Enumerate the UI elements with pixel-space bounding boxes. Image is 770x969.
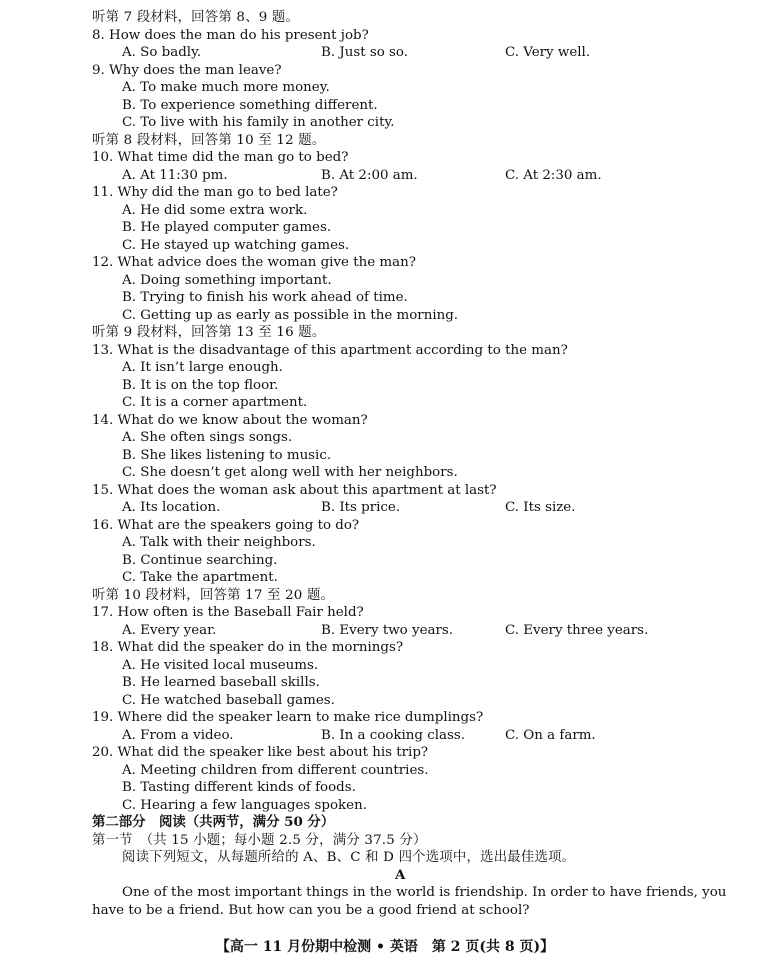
option-line (0, 674, 770, 692)
question-line (0, 62, 770, 80)
option-text: B. He learned baseball skills. (122, 675, 320, 690)
option-text: A. Talk with their neighbors. (122, 535, 316, 550)
option-line (0, 307, 770, 325)
question-line (0, 639, 770, 657)
question-line (0, 517, 770, 535)
section-line (0, 9, 770, 27)
option-text: B. Every two years. (321, 622, 454, 638)
option-text: C. She doesn’t get along well with her neighbors. (122, 465, 458, 480)
question-text: 13. What is the disadvantage of this apartment according to the man? (92, 342, 568, 358)
options-row (0, 622, 770, 640)
question-text: 8. How does the man do his present job? (92, 27, 369, 43)
option-line (0, 429, 770, 447)
question-text: 18. What did the speaker do in the mornings? (92, 640, 404, 655)
option-text: A. He did some extra work. (122, 202, 308, 218)
section-text: 第一节 （共 15 小题；每小题 2.5 分，满分 37.5 分） (92, 832, 427, 848)
question-text: 15. What does the woman ask about this apartment at last? (92, 482, 497, 498)
option-text: A. So badly. (122, 45, 202, 60)
option-text: B. Just so so. (321, 45, 408, 60)
option-text: B. Its price. (321, 500, 401, 515)
question-line (0, 709, 770, 727)
option-line (0, 394, 770, 412)
option-line (0, 202, 770, 220)
passage-title-text: A (395, 866, 406, 883)
para-text: have to be a friend. But how can you be a good friend at school? (92, 902, 530, 918)
part-line (0, 814, 770, 832)
option-line (0, 552, 770, 570)
option-text: A. She often sings songs. (122, 430, 293, 445)
option-text: B. She likes listening to music. (122, 447, 332, 463)
para-first-text: One of the most important things in the world is friendship. In order to have friends, you (122, 885, 727, 900)
option-line (0, 779, 770, 797)
option-text: A. Its location. (122, 500, 221, 515)
instruction-text: 阅读下列短文，从每题所给的 A、B、C 和 D 四个选项中，选出最佳选项。 (122, 850, 576, 865)
option-line (0, 762, 770, 780)
page-footer: 【高一 11 月份期中检测 • 英语 第 2 页(共 8 页)】 (215, 939, 555, 955)
option-line (0, 114, 770, 132)
option-line (0, 464, 770, 482)
question-text: 19. Where did the speaker learn to make rice dumplings? (92, 710, 484, 725)
part-text: 第二部分 阅读（共两节，满分 50 分） (92, 814, 335, 830)
option-line (0, 219, 770, 237)
question-line (0, 482, 770, 500)
question-line (0, 149, 770, 167)
question-line (0, 254, 770, 272)
section-text: 听第 9 段材料，回答第 13 至 16 题。 (92, 325, 326, 340)
question-line (0, 342, 770, 360)
option-text: C. Very well. (505, 45, 591, 60)
question-text: 12. What advice does the woman give the man? (92, 255, 416, 270)
option-text: C. To live with his family in another city. (122, 115, 395, 130)
para-first-line (0, 884, 770, 902)
option-text: C. He stayed up watching games. (122, 237, 350, 253)
option-text: A. He visited local museums. (122, 657, 319, 673)
option-text: C. Getting up as early as possible in the morning. (122, 307, 459, 323)
question-text: 10. What time did the man go to bed? (92, 150, 349, 165)
section-line (0, 324, 770, 342)
option-text: A. Every year. (122, 622, 217, 638)
option-text: C. Every three years. (505, 622, 649, 638)
option-text: B. At 2:00 am. (321, 167, 418, 183)
option-line (0, 657, 770, 675)
option-text: B. Tasting different kinds of foods. (122, 780, 356, 795)
option-line (0, 359, 770, 377)
option-text: C. Hearing a few languages spoken. (122, 797, 367, 813)
question-line (0, 184, 770, 202)
question-line (0, 27, 770, 45)
question-text: 20. What did the speaker like best about his trip? (92, 745, 429, 760)
question-line (0, 412, 770, 430)
passage-title-line (0, 867, 770, 885)
option-text: C. Take the apartment. (122, 570, 278, 585)
options-row (0, 727, 770, 745)
section-line (0, 587, 770, 605)
options-row (0, 167, 770, 185)
question-text: 14. What do we know about the woman? (92, 412, 368, 428)
option-text: C. On a farm. (505, 727, 596, 743)
section-line (0, 832, 770, 850)
section-text: 听第 10 段材料，回答第 17 至 20 题。 (92, 587, 335, 603)
option-text: B. Trying to finish his work ahead of time. (122, 290, 408, 305)
option-text: A. It isn’t large enough. (122, 360, 283, 375)
question-text: 17. How often is the Baseball Fair held? (92, 605, 364, 620)
question-text: 11. Why did the man go to bed late? (92, 185, 338, 200)
options-row (0, 44, 770, 62)
option-text: A. To make much more money. (122, 80, 330, 95)
option-line (0, 692, 770, 710)
option-text: B. In a cooking class. (321, 727, 466, 743)
option-text: B. He played computer games. (122, 220, 332, 235)
option-line (0, 377, 770, 395)
option-text: A. From a video. (122, 727, 234, 743)
option-line (0, 272, 770, 290)
question-text: 16. What are the speakers going to do? (92, 517, 360, 533)
option-text: C. He watched baseball games. (122, 692, 335, 708)
section-text: 听第 8 段材料，回答第 10 至 12 题。 (92, 132, 326, 148)
option-text: A. Doing something important. (122, 272, 332, 288)
section-text: 听第 7 段材料，回答第 8、9 题。 (92, 10, 300, 25)
question-line (0, 744, 770, 762)
option-line (0, 447, 770, 465)
option-text: C. At 2:30 am. (505, 167, 602, 183)
option-line (0, 79, 770, 97)
option-text: A. At 11:30 pm. (122, 167, 228, 183)
option-text: B. Continue searching. (122, 552, 278, 568)
option-line (0, 797, 770, 815)
option-line (0, 289, 770, 307)
question-text: 9. Why does the man leave? (92, 62, 282, 78)
option-text: B. To experience something different. (122, 97, 378, 113)
option-text: C. It is a corner apartment. (122, 395, 308, 410)
option-text: A. Meeting children from different countries. (122, 762, 429, 778)
options-row (0, 499, 770, 517)
question-line (0, 604, 770, 622)
option-line (0, 97, 770, 115)
option-line (0, 237, 770, 255)
option-text: C. Its size. (505, 500, 576, 515)
section-line (0, 132, 770, 150)
option-text: B. It is on the top floor. (122, 377, 279, 393)
para-line (0, 902, 770, 920)
option-line (0, 534, 770, 552)
option-line (0, 569, 770, 587)
instruction-line (0, 849, 770, 867)
